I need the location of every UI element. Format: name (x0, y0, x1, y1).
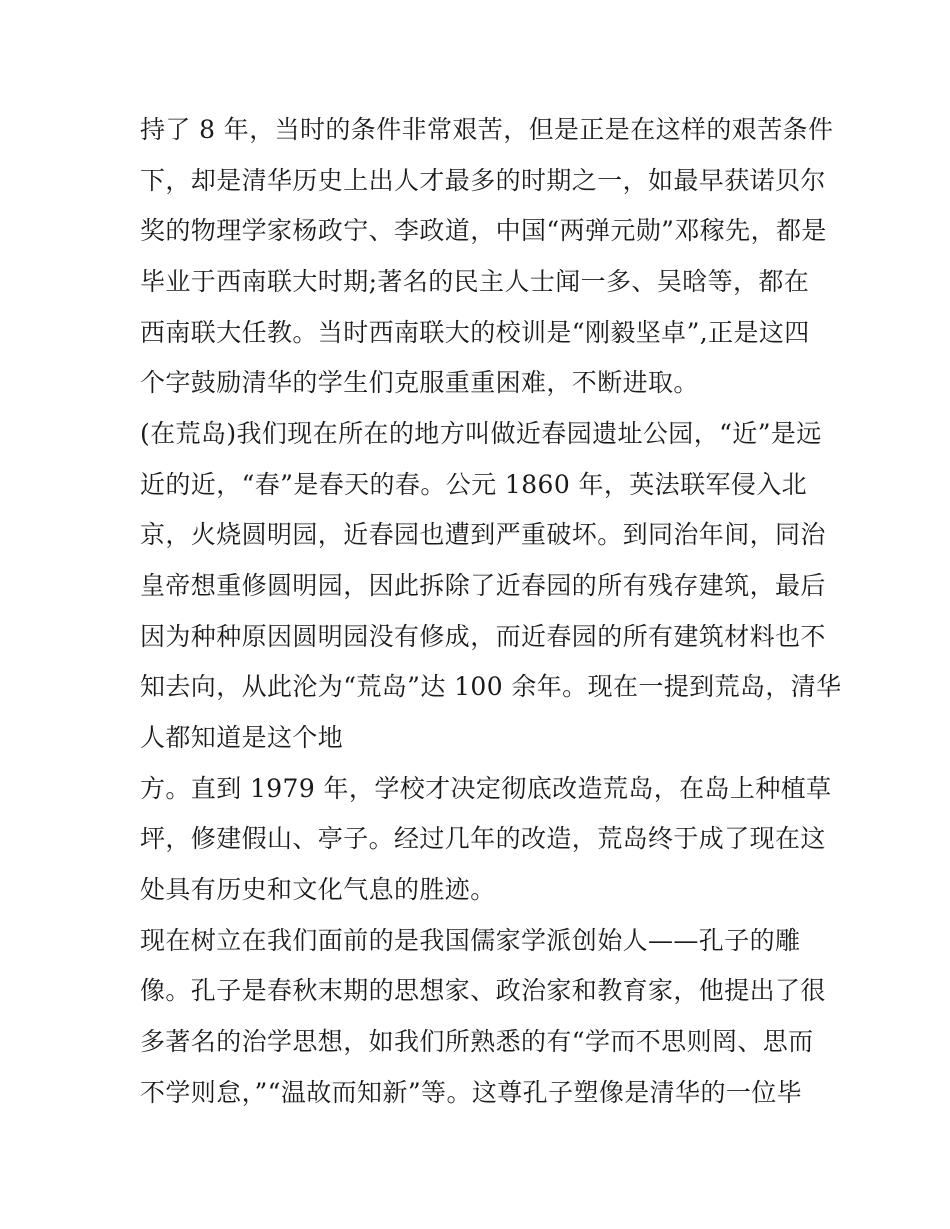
text-line: 京，火烧圆明园，近春园也遭到严重破坏。到同治年间，同治 (140, 520, 826, 549)
text-line: 近的近，“春”是春天的春。公元 1860 年，英法联军侵入北 (140, 470, 808, 499)
text-line: 现在树立在我们面前的是我国儒家学派创始人——孔子的雕 (140, 926, 801, 955)
text-line: 处具有历史和文化气息的胜迹。 (140, 875, 496, 904)
text-line: 人都知道是这个地 (140, 723, 344, 752)
text-line: 奖的物理学家杨政宁、李政道，中国“两弹元勋”邓稼先，都是 (140, 216, 827, 245)
text-line: (在荒岛)我们现在所在的地方叫做近春园遗址公园，“近”是远 (140, 419, 822, 448)
text-line: 持了 8 年，当时的条件非常艰苦，但是正是在这样的艰苦条件 (140, 115, 834, 144)
text-line: 下，却是清华历史上出人才最多的时期之一，如最早获诺贝尔 (140, 166, 826, 195)
text-line: 不学则怠，”“温故而知新”等。这尊孔子塑像是清华的一位毕 (140, 1078, 803, 1107)
text-line: 多著名的治学思想，如我们所熟悉的有“学而不思则罔、思而 (140, 1027, 814, 1056)
text-line: 毕业于西南联大时期;著名的民主人士闻一多、吴晗等，都在 (140, 267, 810, 296)
text-line: 像。孔子是春秋末期的思想家、政治家和教育家，他提出了很 (140, 976, 826, 1005)
text-line: 皇帝想重修圆明园，因此拆除了近春园的所有残存建筑，最后 (140, 571, 826, 600)
text-line: 因为种种原因圆明园没有修成，而近春园的所有建筑材料也不 (140, 622, 826, 651)
text-line: 知去向，从此沦为“荒岛”达 100 余年。现在一提到荒岛，清华 (140, 672, 842, 701)
text-line: 坪，修建假山、亭子。经过几年的改造，荒岛终于成了现在这 (140, 824, 826, 853)
text-line: 西南联大任教。当时西南联大的校训是“刚毅坚卓”,正是这四 (140, 318, 810, 347)
text-line: 个字鼓励清华的学生们克服重重困难，不断进取。 (140, 368, 699, 397)
text-line: 方。直到 1979 年，学校才决定彻底改造荒岛，在岛上种植草 (140, 774, 832, 803)
